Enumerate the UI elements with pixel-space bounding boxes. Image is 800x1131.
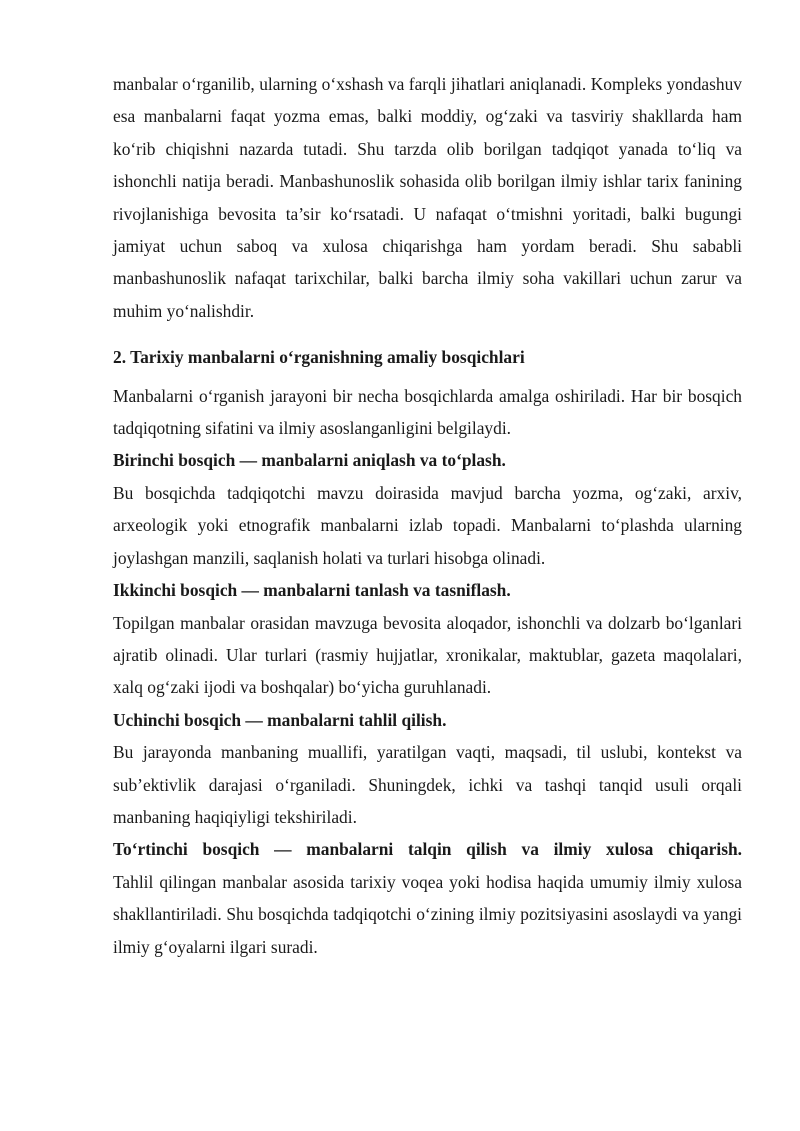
step-4-text: Tahlil qilingan manbalar asosida tarixiy voqea yoki hodisa haqida umumiy ilmiy xulosa shakllantiriladi. Shu bosqichda tadqiqotchi o‘zining ilmiy pozitsiyasini asoslaydi va yangi ilmiy g‘oyalarni ilgari suradi. — [113, 871, 742, 957]
intro-paragraph: manbalar o‘rganilib, ularning o‘xshash va farqli jihatlari aniqlanadi. Kompleks yondashuv esa manbalarni faqat yozma emas, balki moddiy, og‘zaki va tasviriy shakllarda ham ko‘rib chiqishni nazarda tutadi. Shu tarzda olib borilgan tadqiqot yanada to‘liq va ishonchli natija beradi. Manbashunoslik sohasida olib borilgan ilmiy ishlar tarix fanining rivojlanishiga bevosita ta’sir ko‘rsatadi. U nafaqat o‘tmishni yoritadi, balki bugungi jamiyat uchun saboq va xulosa chiqarishga ham yordam beradi. Shu sababli manbashunoslik nafaqat tarixchilar, balki barcha ilmiy soha vakillari uchun zarur va muhim yo‘nalishdir. — [113, 74, 742, 321]
step-1-text: Bu bosqichda tadqiqotchi mavzu doirasida mavjud barcha yozma, og‘zaki, arxiv, arxeologik yoki etnografik manbalarni izlab topadi. Manbalarni to‘plashda ularning joylashgan manzili, saqlanish holati va turlari hisobga olinadi. — [113, 482, 742, 568]
step-2-title: Ikkinchi bosqich — manbalarni tanlash va tasniflash. — [113, 580, 511, 601]
step-3-title: Uchinchi bosqich — manbalarni tahlil qilish. — [113, 709, 447, 730]
section-heading: 2. Tarixiy manbalarni o‘rganishning amaliy bosqichlari — [113, 347, 525, 368]
step-1-title: Birinchi bosqich — manbalarni aniqlash va to‘plash. — [113, 450, 506, 471]
step-4-title: To‘rtinchi bosqich — manbalarni talqin qilish va ilmiy xulosa chiqarish. — [113, 839, 742, 860]
step-3-text: Bu jarayonda manbaning muallifi, yaratilgan vaqti, maqsadi, til uslubi, kontekst va sub’ektivlik darajasi o‘rganiladi. Shuningdek, ichki va tashqi tanqid usuli orqali manbaning haqiqiyligi tekshiriladi. — [113, 742, 742, 827]
step-2-text: Topilgan manbalar orasidan mavzuga bevosita aloqador, ishonchli va dolzarb bo‘lganlari ajratib olinadi. Ular turlari (rasmiy hujjatlar, xronikalar, maktublar, gazeta maqolalari, xalq og‘zaki ijodi va boshqalar) bo‘yicha guruhlanadi. — [113, 612, 742, 698]
section-intro-paragraph: Manbalarni o‘rganish jarayoni bir necha bosqichlarda amalga oshiriladi. Har bir bosqich tadqiqotning sifatini va ilmiy asoslanganligini belgilaydi. — [113, 385, 742, 439]
